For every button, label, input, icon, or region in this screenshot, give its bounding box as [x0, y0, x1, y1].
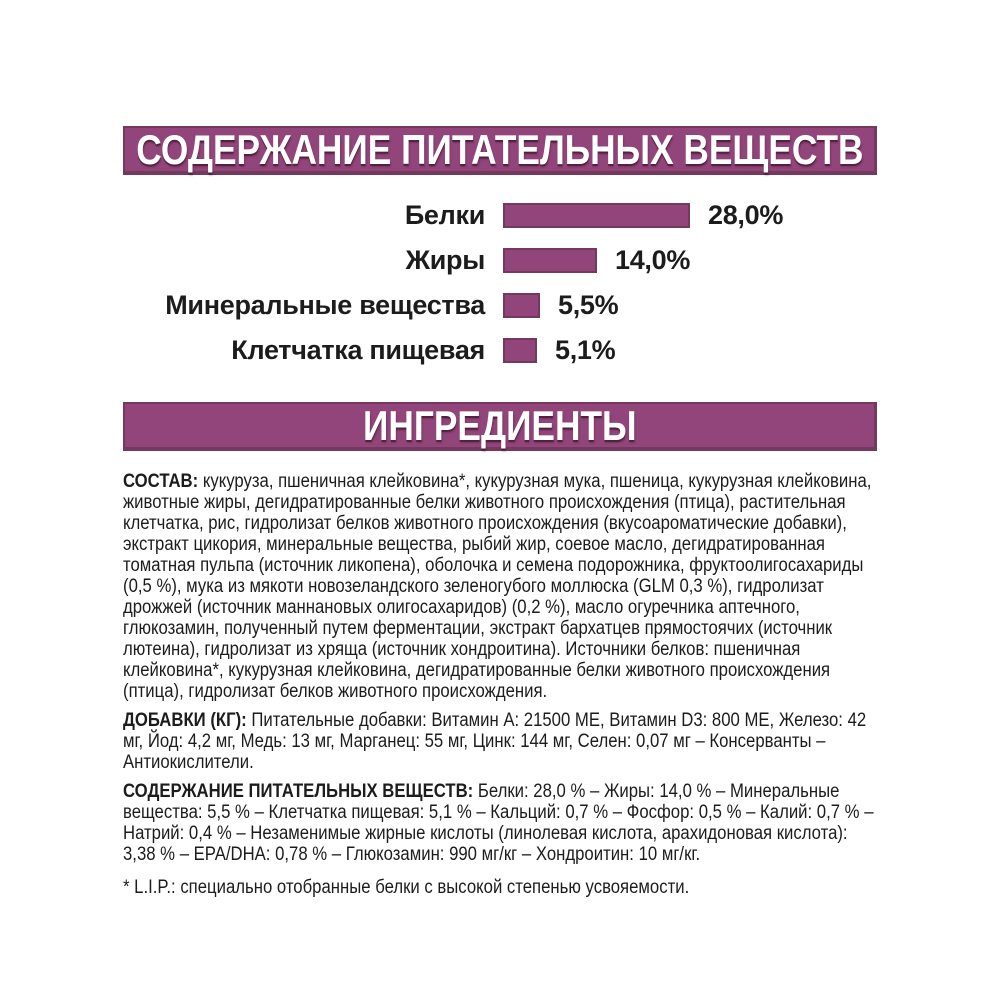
bar-category-label: Белки [404, 200, 485, 230]
analysis-paragraph [123, 781, 877, 865]
bar-row [123, 245, 877, 275]
bar-row [123, 200, 877, 230]
bar [503, 203, 690, 228]
bar [503, 338, 537, 363]
bar-value-label: 28,0% [708, 200, 784, 230]
bar-value-label: 14,0% [615, 245, 691, 275]
ingredients-text-block [123, 471, 877, 898]
bar-category-label: Минеральные вещества [165, 290, 485, 320]
ingredients-banner [123, 402, 877, 451]
bar-track [503, 338, 537, 363]
lip-footnote: * L.I.P.: специально отобранные белки с высокой степенью усвояемости. [123, 877, 690, 898]
bar [503, 293, 540, 318]
analysis-label: СОДЕРЖАНИЕ ПИТАТЕЛЬНЫХ ВЕЩЕСТВ: [123, 781, 474, 802]
additives-paragraph [123, 710, 877, 773]
nutrient-bar-chart [123, 200, 877, 365]
bar-row [123, 335, 877, 365]
nutrition-facts-banner [123, 126, 877, 175]
additives-text: Питательные добавки: Витамин A: 21500 МЕ, Витамин D3: 800 МЕ, Железо: 42 мг, Йод: 4,2 мг, Медь: 13 мг, Марганец: 55 мг, Цинк: 144 мг, Селен: 0,07 мг – Консерванты – Антиокислители. [123, 710, 867, 773]
composition-label: СОСТАВ: [123, 471, 199, 492]
panel-content [123, 126, 877, 906]
composition-paragraph [123, 471, 877, 702]
bar [503, 248, 597, 273]
bar-category-label: Жиры [405, 245, 485, 275]
analysis-text: Белки: 28,0 % – Жиры: 14,0 % – Минеральные вещества: 5,5 % – Клетчатка пищевая: 5,1 % – Кальций: 0,7 % – Фосфор: 0,5 % – Калий: 0,7 % – Натрий: 0,4 % – Незаменимые жирные кислоты (линолевая кислота, арахидоновая кислота): 3,38 % – EPA/DHA: 0,78 % – Глюкозамин: 990 мг/кг – Хондроитин: 10 мг/кг. [123, 781, 874, 865]
bar-track [503, 203, 690, 228]
bar-track [503, 248, 597, 273]
bar-row [123, 290, 877, 320]
composition-text: кукуруза, пшеничная клейковина*, кукурузная мука, пшеница, кукурузная клейковина, животные жиры, дегидратированные белки животного происхождения (птица), растительная клетчатка, рис, гидролизат белков животного происхождения (вкусоароматические добавки), экстракт цикория, минеральные вещества, рыбий жир, соевое масло, дегидратированная томатная пульпа (источник ликопена), оболочка и семена подорожника, фруктоолигосахариды (0,5 %), мука из мякоти новозеландского зеленогубого моллюска (GLM 0,3 %), гидролизат дрожжей (источник маннановых олигосахаридов) (0,2 %), масло огуречника аптечного, глюкозамин, полученный путем ферментации, экстракт бархатцев прямостоячих (источник лютеина), гидролизат из хряща (источник хондроитина). Источники белков: пшеничная клейковина*, кукурузная клейковина, дегидратированные белки животного происхождения (птица), гидролизат белков животного происхождения. [123, 471, 872, 702]
ingredients-banner-title: ИНГРЕДИЕНТЫ [362, 401, 637, 449]
additives-label: ДОБАВКИ (КГ): [123, 710, 247, 731]
bar-value-label: 5,1% [555, 335, 616, 365]
bar-category-label: Клетчатка пищевая [231, 335, 485, 365]
bar-track [503, 293, 540, 318]
nutrition-facts-banner-title: СОДЕРЖАНИЕ ПИТАТЕЛЬНЫХ ВЕЩЕСТВ [135, 125, 864, 173]
bar-value-label: 5,5% [558, 290, 619, 320]
